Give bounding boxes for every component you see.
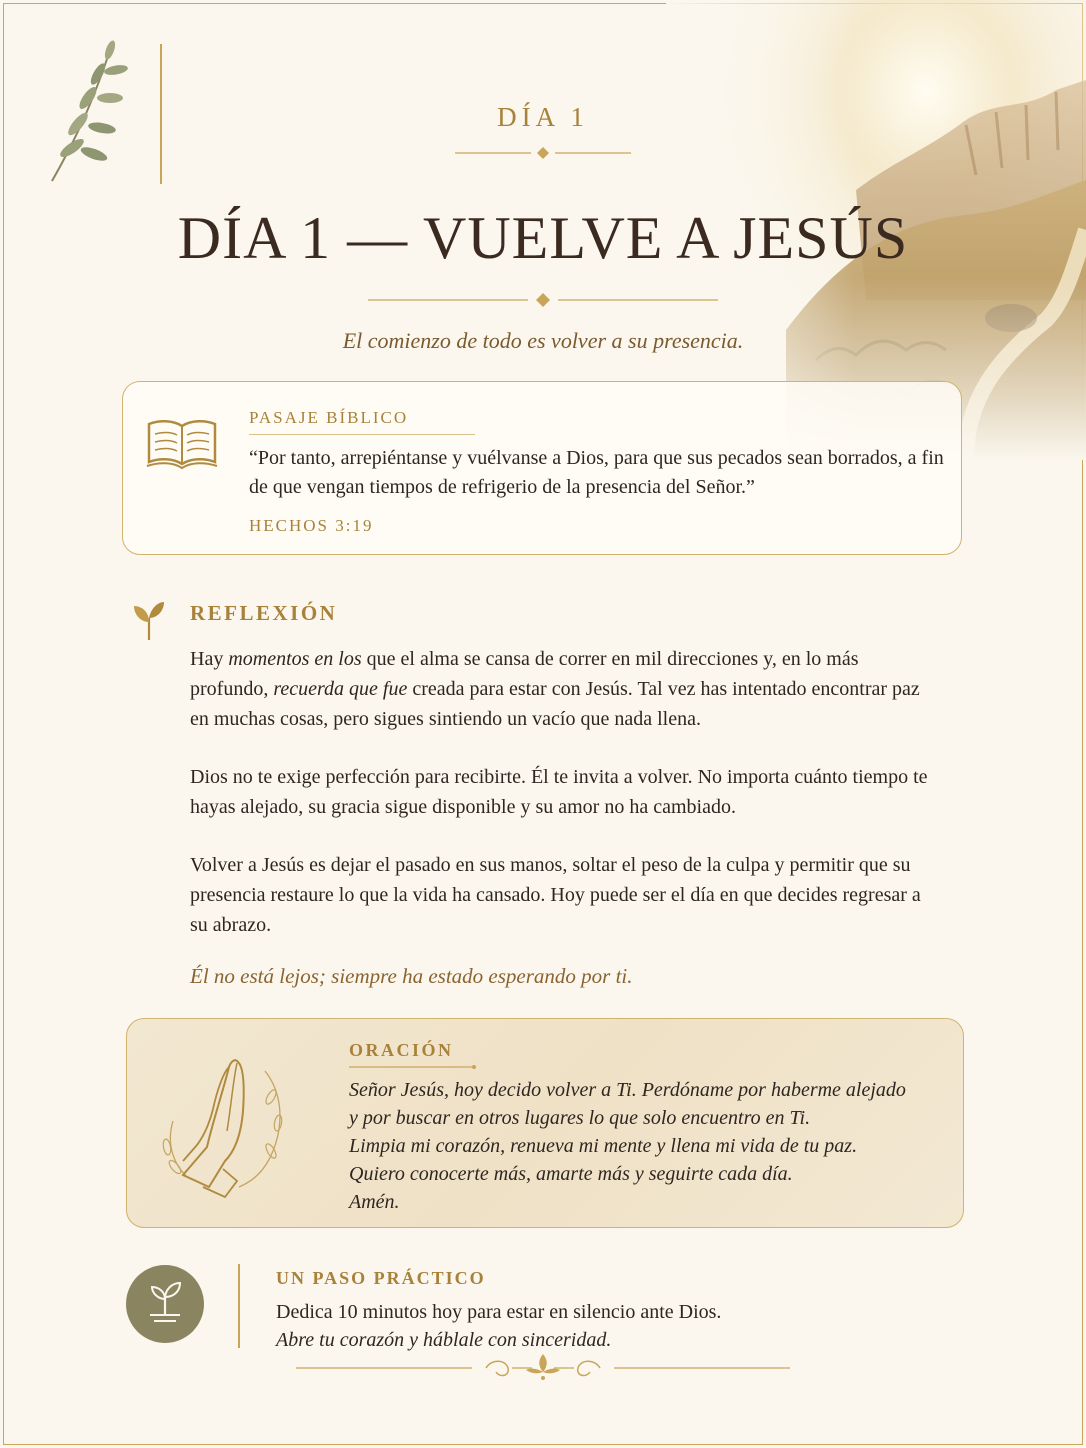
reflection-paragraph-1 xyxy=(190,644,930,734)
day-label: DÍA 1 xyxy=(497,102,589,132)
passage-reference: HECHOS 3:19 xyxy=(249,516,374,535)
prayer-line: Señor Jesús, hoy decido volver a Ti. Perdóname por haberme alejado xyxy=(349,1079,906,1101)
prayer-heading-rule xyxy=(349,1065,477,1069)
page-title: DÍA 1 — VUELVE A JESÚS xyxy=(177,205,909,271)
reflection-body xyxy=(190,644,930,968)
prayer-line: Amén. xyxy=(349,1191,400,1213)
leaf-sprout-icon xyxy=(132,598,166,642)
step-text: Dedica 10 minutos hoy para estar en silencio ante Dios. xyxy=(276,1301,722,1323)
passage-card xyxy=(122,381,962,555)
prayer-line: Quiero conocerte más, amarte más y seguirte cada día. xyxy=(349,1163,793,1185)
reflection-paragraph-3: Volver a Jesús es dejar el pasado en sus manos, soltar el peso de la culpa y permitir que su presencia restaure lo que la vida ha cansado. Hoy puede ser el día en que decides regresar a su abrazo. xyxy=(190,854,921,936)
ornament-divider-large xyxy=(368,290,718,310)
reflection-text: que el alma se cansa de correr en mil direcciones y, en lo más profundo, xyxy=(190,648,859,700)
prayer-heading: ORACIÓN xyxy=(349,1040,454,1060)
passage-heading-rule xyxy=(249,434,475,435)
reflection-emphasis: recuerda que fue xyxy=(273,678,408,700)
prayer-line: Limpia mi corazón, renueva mi mente y llena mi vida de tu paz. xyxy=(349,1135,858,1157)
reflection-emphasis: momentos en los xyxy=(228,648,362,670)
prayer-card xyxy=(126,1018,964,1228)
reflection-text: creada para estar con Jesús. Tal vez has intentado encontrar paz en muchas cosas, pero sigues sintiendo un vacío que nada llena. xyxy=(190,678,920,730)
passage-text: “Por tanto, arrepiéntanse y vuélvanse a Dios, para que sus pecados sean borrados, a fin de que vengan tiempos de refrigerio de la presencia del Señor.” xyxy=(249,447,944,498)
reflection-text: Hay xyxy=(190,648,229,670)
reflection-heading: REFLEXIÓN xyxy=(190,601,338,625)
reflection-closing: Él no está lejos; siempre ha estado esperando por ti. xyxy=(190,964,633,988)
open-book-icon xyxy=(145,416,219,472)
ornament-divider-small xyxy=(455,144,631,162)
prayer-text xyxy=(349,1076,949,1216)
step-text-italic: Abre tu corazón y háblale con sinceridad. xyxy=(276,1329,612,1351)
ornament-icon xyxy=(296,1350,790,1384)
page-subtitle: El comienzo de todo es volver a su presencia. xyxy=(342,328,744,353)
step-vertical-rule xyxy=(238,1264,240,1348)
seedling-icon xyxy=(126,1265,204,1343)
praying-hands-icon xyxy=(153,1051,293,1201)
reflection-paragraph-2: Dios no te exige perfección para recibirte. Él te invita a volver. No importa cuánto tiempo te hayas alejado, su gracia sigue disponible y su amor no ha cambiado. xyxy=(190,766,928,818)
prayer-line: y por buscar en otros lugares lo que solo encuentro en Ti. xyxy=(349,1107,811,1129)
passage-heading: PASAJE BÍBLICO xyxy=(249,408,409,427)
step-heading: UN PASO PRÁCTICO xyxy=(276,1268,486,1288)
